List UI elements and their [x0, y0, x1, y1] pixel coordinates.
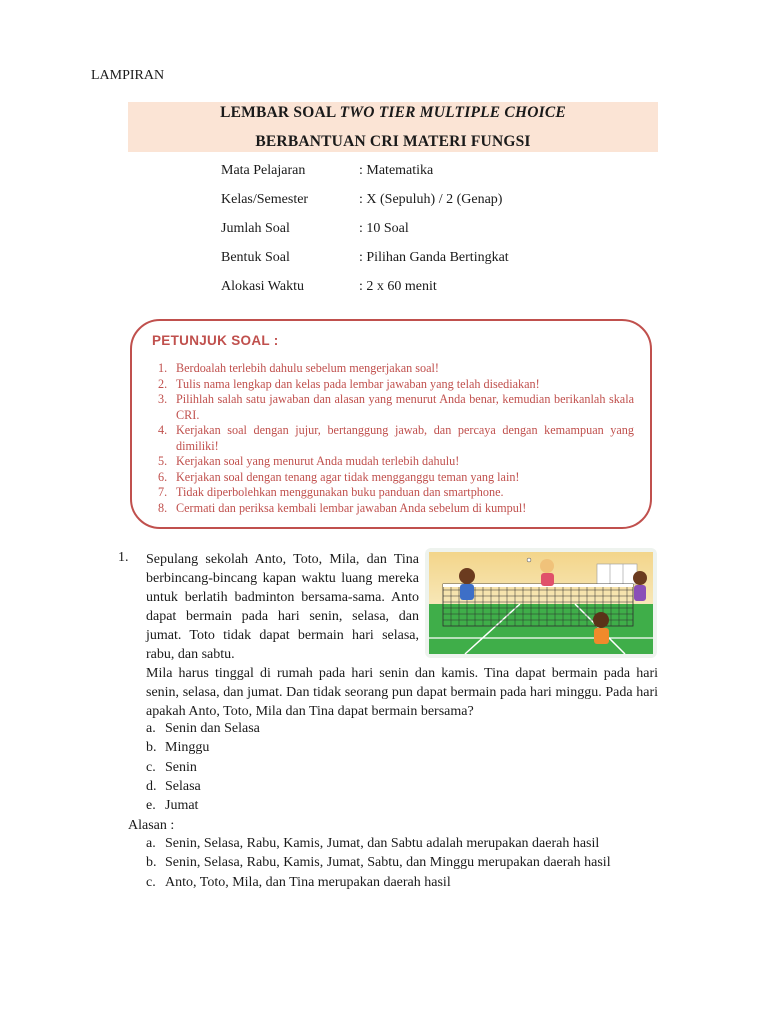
answer-option[interactable]: d. Selasa — [146, 778, 201, 794]
instruction-item: 6. Kerjakan soal dengan tenang agar tidak mengganggu teman yang lain! — [158, 469, 520, 484]
instruction-item: 2. Tulis nama lengkap dan kelas pada lembar jawaban yang telah disediakan! — [158, 376, 540, 391]
reason-options — [146, 836, 611, 894]
title-italic: TWO TIER MULTIPLE CHOICE — [339, 104, 566, 121]
info-row — [221, 192, 509, 221]
instruction-item: 4. Kerjakan soal dengan jujur, bertanggung jawab, dan percaya dengan kemampuan yang dimiliki! — [158, 423, 634, 453]
instructions-title: PETUNJUK SOAL : — [152, 333, 279, 348]
info-label: Mata Pelajaran — [221, 163, 306, 178]
info-row — [221, 250, 509, 279]
answer-option[interactable]: e. Jumat — [146, 798, 199, 814]
answer-option[interactable]: a. Senin dan Selasa — [146, 721, 260, 736]
info-value: : 10 Soal — [359, 221, 409, 236]
instructions-list — [158, 361, 634, 516]
instructions-box — [130, 319, 652, 529]
info-label: Alokasi Waktu — [221, 279, 304, 294]
info-row — [221, 221, 509, 250]
subject-info — [221, 163, 509, 308]
answer-options — [146, 721, 260, 817]
info-row — [221, 163, 509, 192]
reason-option[interactable]: b. Senin, Selasa, Rabu, Kamis, Jumat, Sabtu, dan Minggu merupakan daerah hasil — [146, 855, 611, 871]
info-value: : Matematika — [359, 163, 434, 178]
title-line-2: BERBANTUAN CRI MATERI FUNGSI — [255, 133, 531, 150]
reason-option[interactable]: c. Anto, Toto, Mila, dan Tina merupakan daerah hasil — [146, 874, 451, 890]
title-banner — [128, 102, 658, 152]
reason-label: Alasan : — [128, 818, 175, 833]
reason-option[interactable]: a. Senin, Selasa, Rabu, Kamis, Jumat, dan Sabtu adalah merupakan daerah hasil — [146, 836, 600, 851]
info-row — [221, 279, 509, 308]
info-label: Kelas/Semester — [221, 192, 309, 207]
info-label: Jumlah Soal — [221, 221, 290, 236]
info-label: Bentuk Soal — [221, 250, 290, 265]
info-value: : Pilihan Ganda Bertingkat — [359, 250, 509, 265]
instruction-item: 1. Berdoalah terlebih dahulu sebelum mengerjakan soal! — [158, 361, 439, 375]
answer-option[interactable]: c. Senin — [146, 759, 197, 775]
info-value: : 2 x 60 menit — [359, 279, 437, 294]
badminton-illustration — [425, 548, 657, 658]
instruction-item: 5. Kerjakan soal yang menurut Anda mudah terlebih dahulu! — [158, 454, 460, 468]
instruction-item: 7. Tidak diperbolehkan menggunakan buku panduan dan smartphone. — [158, 485, 504, 499]
answer-option[interactable]: b. Minggu — [146, 740, 210, 756]
instruction-item: 3. Pilihlah salah satu jawaban dan alasan yang menurut Anda benar, kemudian berikanlah skala CRI. — [158, 392, 634, 422]
lampiran-heading: LAMPIRAN — [91, 68, 165, 83]
question-text-part1: Sepulang sekolah Anto, Toto, Mila, dan Tina berbincang-bincang kapan waktu luang mereka untuk berlatih badminton bersama-sama. Anto dapat bermain pada hari senin, selasa, dan jumat. Toto tidak dapat bermain hari selasa, rabu, dan sabtu. — [146, 552, 419, 662]
instruction-item: 8. Cermati dan periksa kembali lembar jawaban Anda sebelum di kumpul! — [158, 500, 527, 515]
question-text-part2: Mila harus tinggal di rumah pada hari senin dan kamis. Tina dapat bermain pada hari senin, selasa, dan jumat. Dan tidak seorang pun dapat bermain pada hari minggu. Pada hari apakah Anto, Toto, Mila dan Tina dapat bermain bersama? — [146, 666, 658, 719]
question-number: 1. — [118, 550, 129, 565]
title-line-1: LEMBAR SOAL TWO TIER MULTIPLE CHOICE — [220, 104, 566, 121]
info-value: : X (Sepuluh) / 2 (Genap) — [359, 192, 503, 207]
